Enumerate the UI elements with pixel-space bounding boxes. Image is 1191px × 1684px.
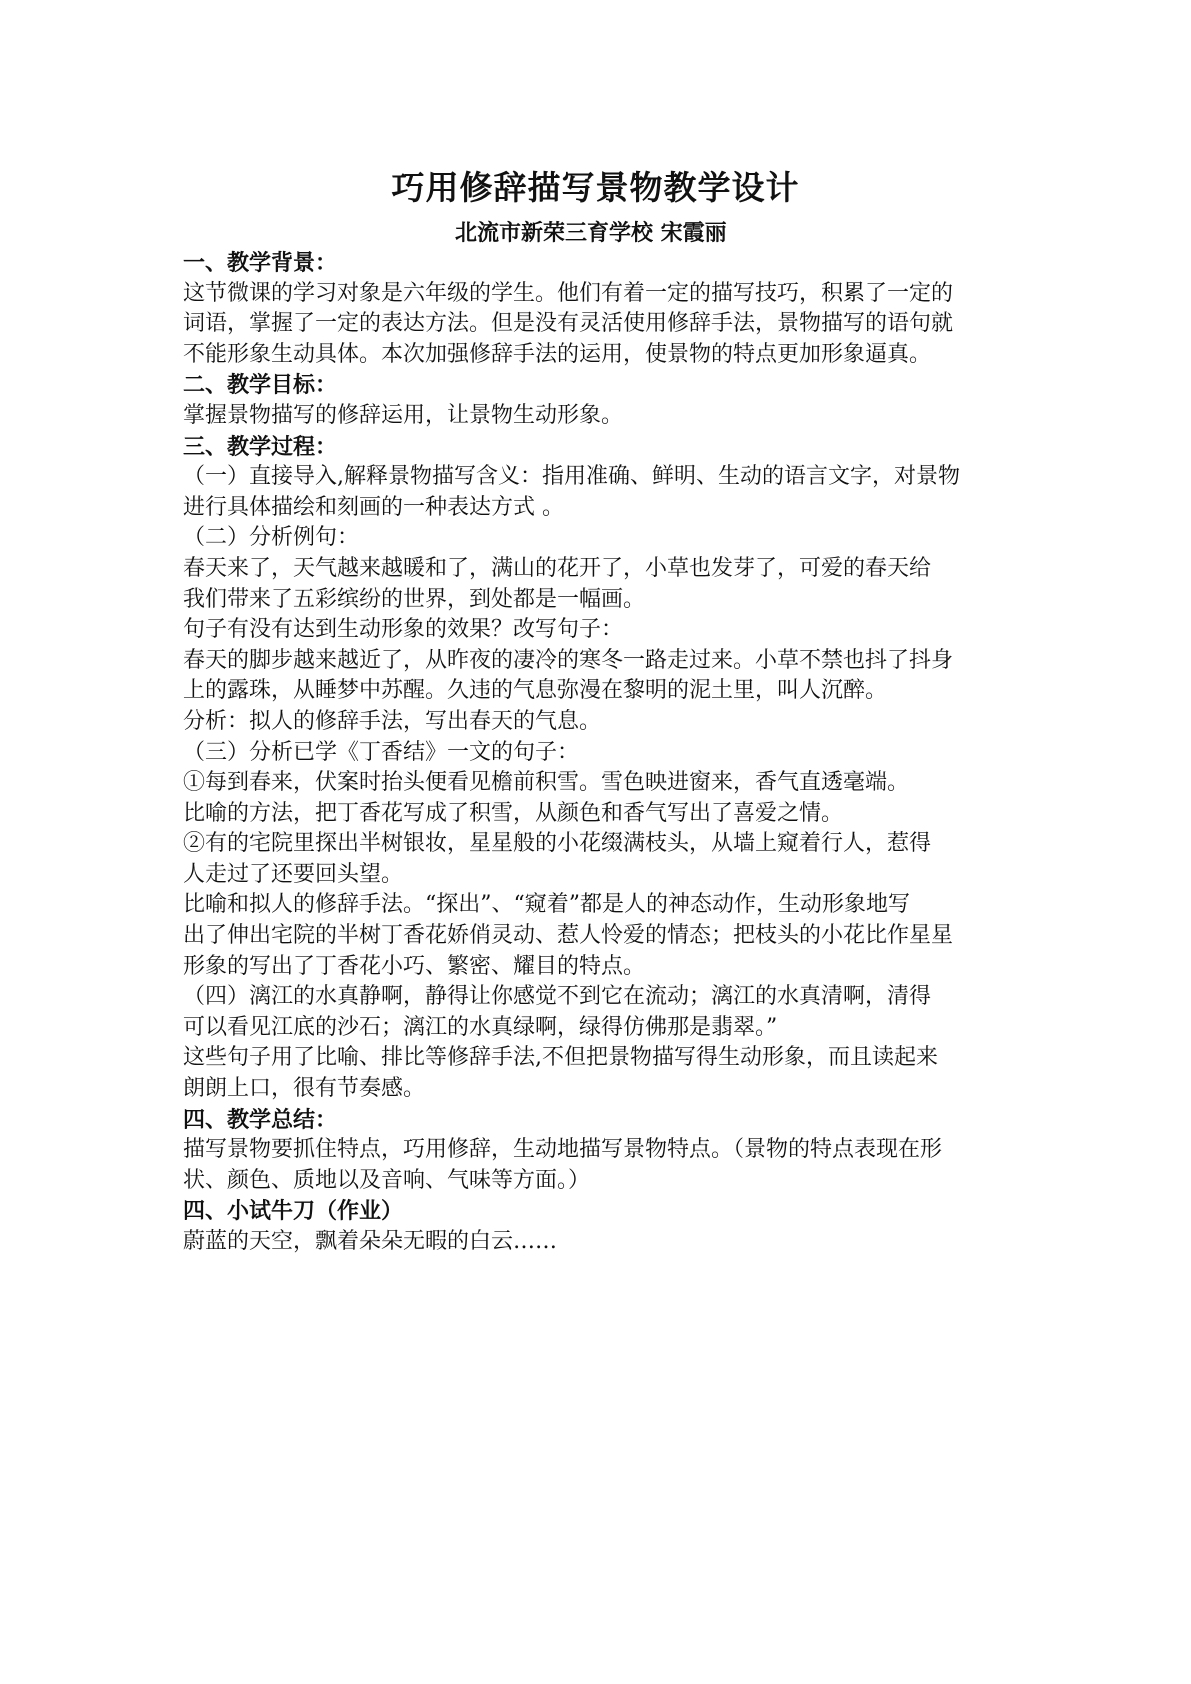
section-heading: 一、教学背景： [183,250,338,276]
body-line: 进行具体描绘和刻画的一种表达方式 。 [183,494,564,520]
body-line: （四）漓江的水真静啊，静得让你感觉不到它在流动；漓江的水真清啊，清得 [183,984,932,1010]
body-line: 蔚蓝的天空，飘着朵朵无暇的白云…… [183,1229,558,1254]
body-line: （二）分析例句： [183,525,360,551]
author-line: 北流市新荣三育学校 宋霞丽 [455,220,727,246]
section-heading: 四、教学总结： [183,1106,338,1133]
body-line: 比喻的方法，把丁香花写成了积雪，从颜色和香气写出了喜爱之情。 [183,800,844,826]
body-line: 春天的脚步越来越近了，从昨夜的凄冷的寒冬一路走过来。小草不禁也抖了抖身 [183,647,954,673]
body-line: 不能形象生动具体。本次加强修辞手法的运用，使景物的特点更加形象逼真。 [183,341,932,367]
document-body [183,248,1023,1258]
body-line: 这些句子用了比喻、排比等修辞手法,不但把景物描写得生动形象，而且读起来 [183,1045,938,1071]
body-line: （三）分析已学《丁香结》一文的句子： [183,739,580,765]
body-line: ①每到春来，伏案时抬头便看见檐前积雪。雪色映进窗来，香气直透毫端。 [183,770,910,796]
body-line: 出了伸出宅院的半树丁香花娇俏灵动、惹人怜爱的情态；把枝头的小花比作星星 [183,923,954,949]
body-line: 上的露珠，从睡梦中苏醒。久违的气息弥漫在黎明的泥土里，叫人沉醉。 [183,678,888,704]
body-line: 这节微课的学习对象是六年级的学生。他们有着一定的描写技巧，积累了一定的 [183,280,954,306]
body-line: 分析：拟人的修辞手法，写出春天的气息。 [183,708,602,734]
body-line: 词语，掌握了一定的表达方法。但是没有灵活使用修辞手法，景物描写的语句就 [183,311,954,337]
section-heading: 三、教学过程： [183,433,338,460]
body-line: 我们带来了五彩缤纷的世界，到处都是一幅画。 [183,586,646,612]
body-line: 人走过了还要回头望。 [183,861,404,887]
body-line: 形象的写出了丁香花小巧、繁密、耀目的特点。 [183,953,646,979]
body-line: 句子有没有达到生动形象的效果？改写句子： [183,617,624,643]
body-line: 描写景物要抓住特点，巧用修辞，生动地描写景物特点。（景物的特点表现在形 [183,1137,943,1163]
body-line: 朗朗上口，很有节奏感。 [183,1076,426,1102]
body-line: 状、颜色、质地以及音响、气味等方面。） [183,1167,591,1193]
body-line: （一）直接导入,解释景物描写含义：指用准确、鲜明、生动的语言文字，对景物 [183,464,960,490]
body-line: 比喻和拟人的修辞手法。“探出”、“窥着”都是人的神态动作，生动形象地写 [183,892,910,918]
body-line: 可以看见江底的沙石；漓江的水真绿啊，绿得仿佛那是翡翠。” [183,1014,778,1040]
body-line: 春天来了，天气越来越暖和了，满山的花开了，小草也发芽了，可爱的春天给 [183,555,932,581]
document-title: 巧用修辞描写景物教学设计 [391,168,800,207]
body-line: 掌握景物描写的修辞运用，让景物生动形象。 [183,402,624,428]
section-heading: 二、教学目标： [183,372,338,399]
body-line: ②有的宅院里探出半树银妆，星星般的小花缀满枝头，从墙上窥着行人，惹得 [183,831,932,857]
section-heading: 四、小试牛刀（作业） [183,1198,404,1225]
